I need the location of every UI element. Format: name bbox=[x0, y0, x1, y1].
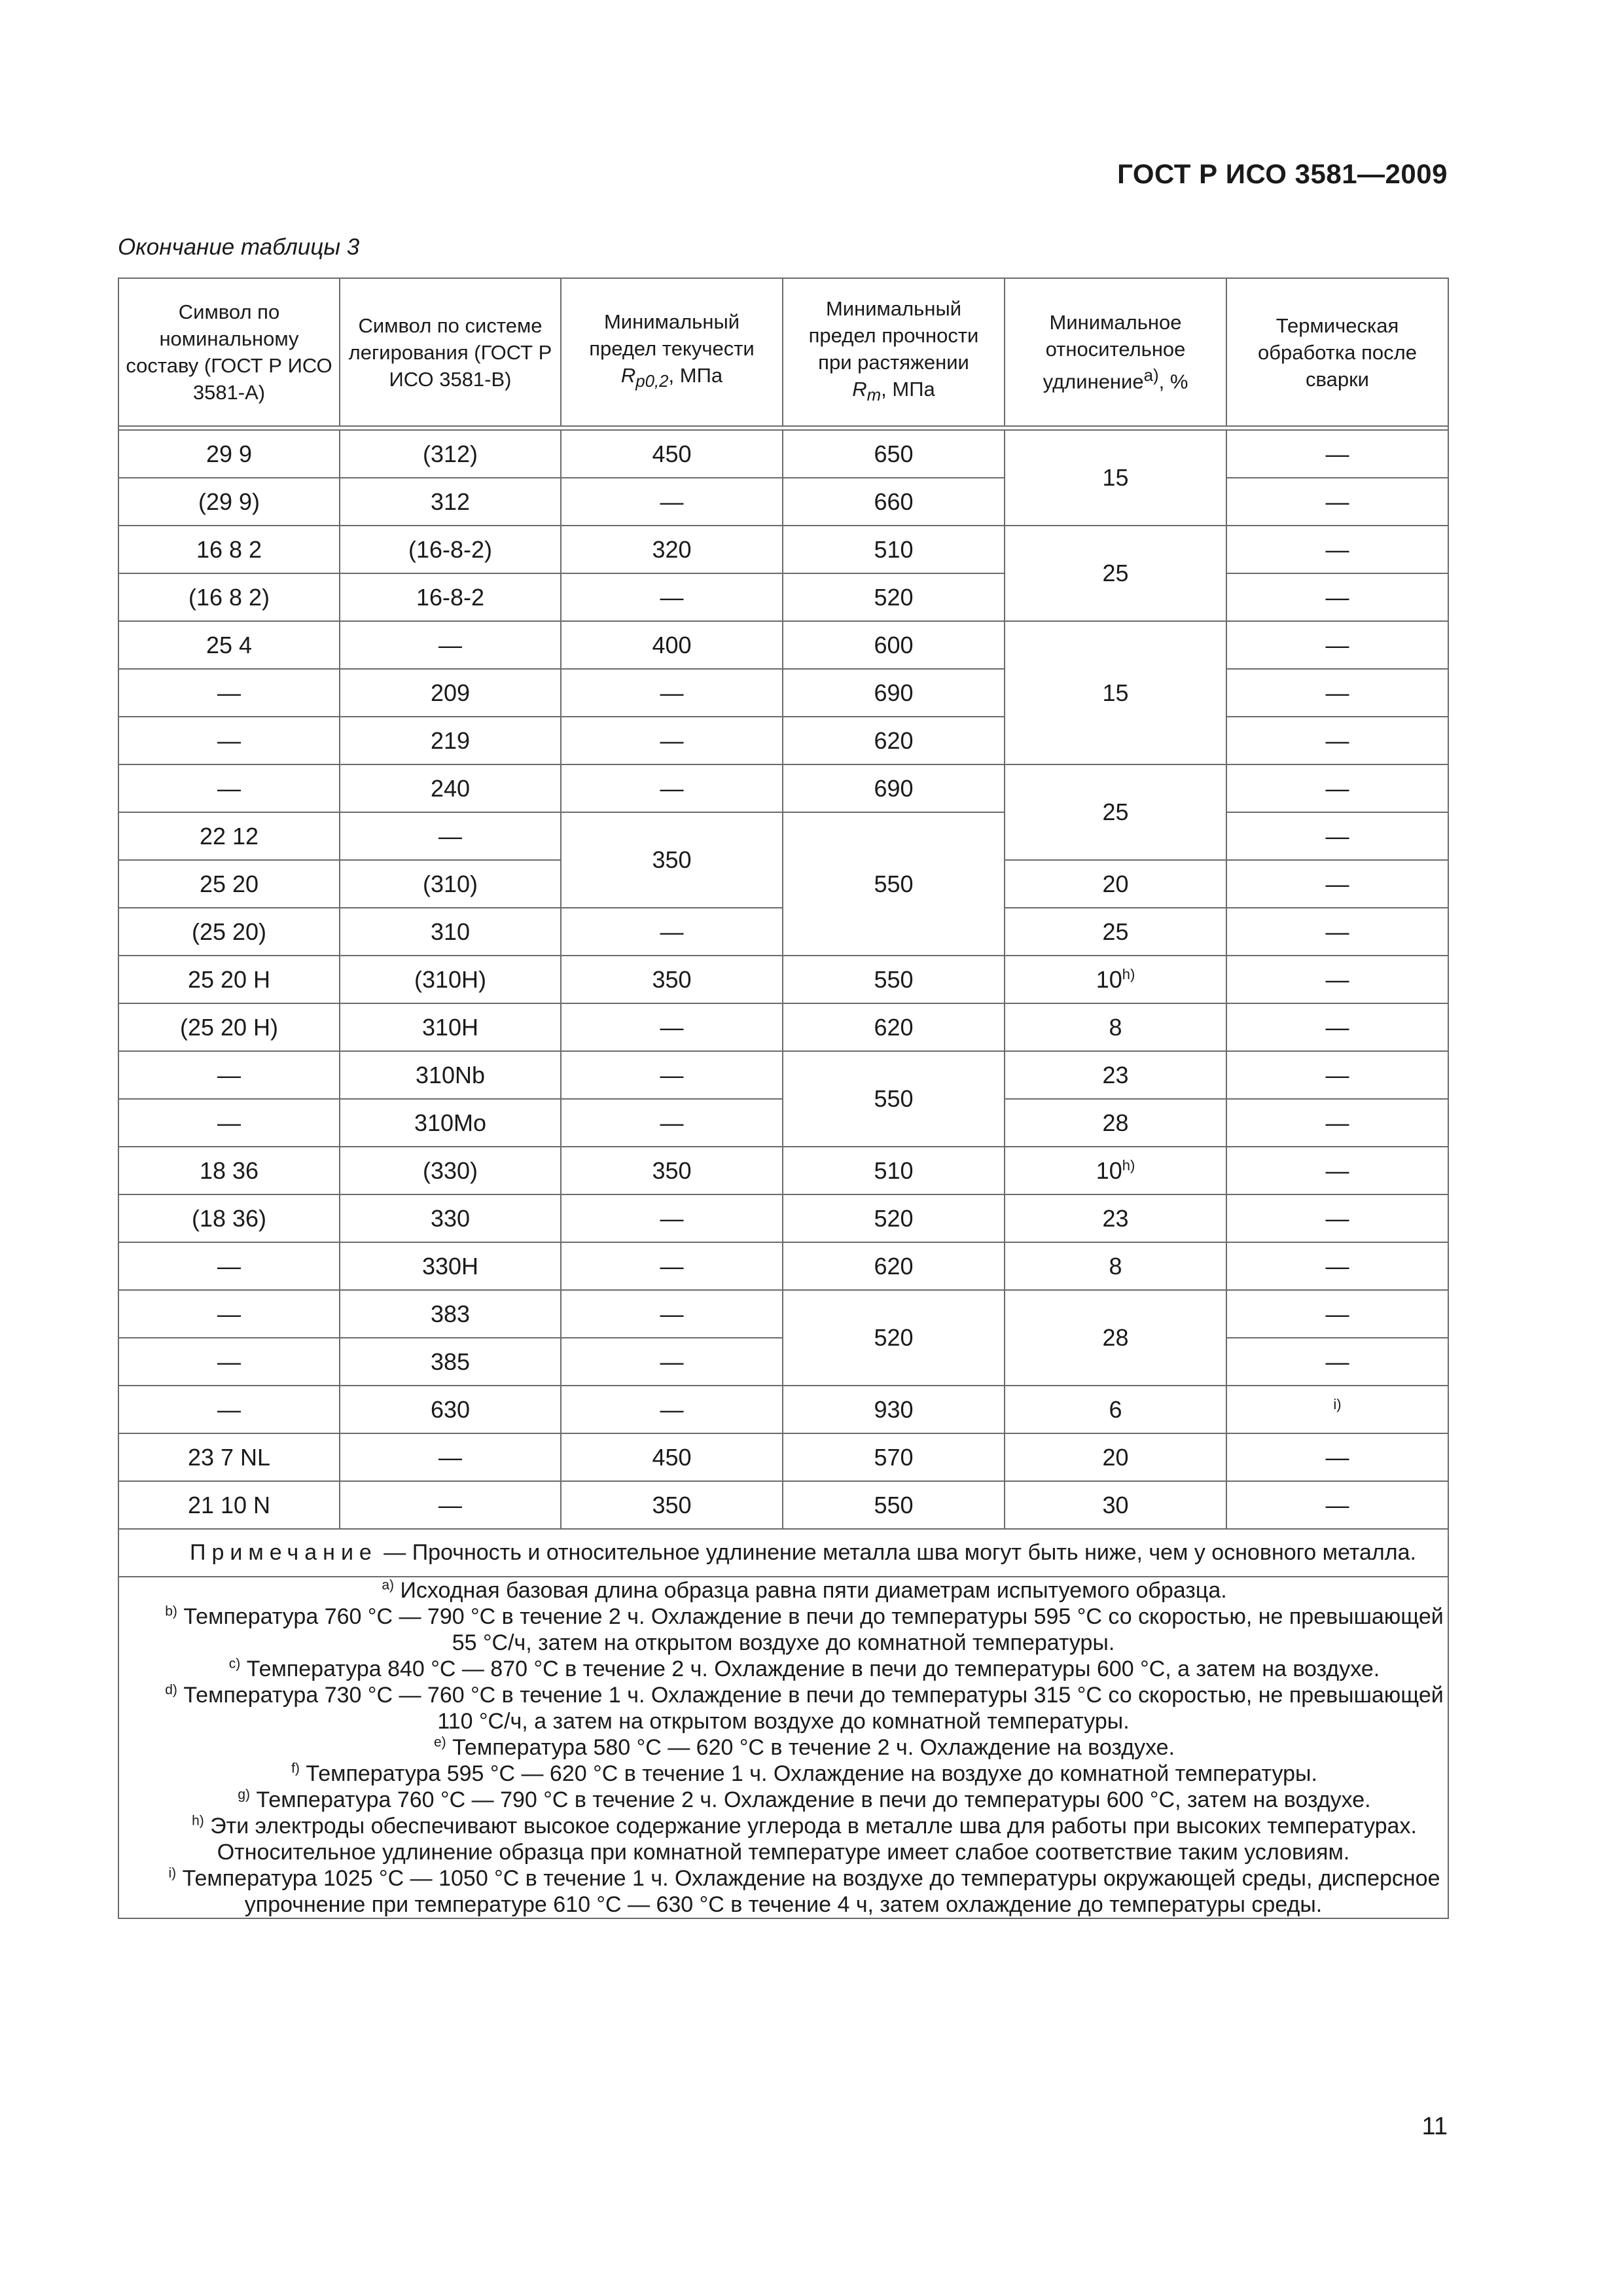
cell: 15 bbox=[1005, 621, 1226, 764]
page-number: 11 bbox=[1421, 2113, 1448, 2140]
col-header-alloy-symbol: Символ по системе легирования (ГОСТ Р ИСО 3581-В) bbox=[340, 278, 561, 426]
cell: 510 bbox=[783, 526, 1005, 573]
table-row bbox=[118, 1242, 1448, 1290]
footnote: $^{e)}$ Температура 580 °С — 620 °С в течение 2 ч. Охлаждение на воздухе. bbox=[433, 1734, 1175, 1760]
cell: — bbox=[1226, 1481, 1448, 1529]
table-row bbox=[118, 669, 1448, 717]
table-row bbox=[118, 1194, 1448, 1242]
cell: — bbox=[1226, 526, 1448, 573]
footnote: $^{h)}$ Эти электроды обеспечивают высокое содержание углерода в металле шва для работы при высоких температурах. Относительное удлинение образца при комнатной температуре имеет слабое соответствие таким условиям. bbox=[192, 1813, 1417, 1865]
cell: — bbox=[1226, 908, 1448, 956]
cell: 310 bbox=[340, 908, 561, 956]
footnote: $^{b)}$ Температура 760 °С — 790 °С в течение 2 ч. Охлаждение в печи до температуры 595 °С со скоростью, не превышающей 55 °С/ч, затем на открытом воздухе до комнатной температуры. bbox=[165, 1604, 1444, 1655]
cell: — bbox=[561, 1338, 783, 1386]
cell: 310H bbox=[340, 1003, 561, 1051]
cell: 510 bbox=[783, 1147, 1005, 1194]
cell: 350 bbox=[561, 1481, 783, 1529]
cell: — bbox=[1226, 669, 1448, 717]
cell: — bbox=[1226, 956, 1448, 1003]
table-row bbox=[118, 1481, 1448, 1529]
cell: (312) bbox=[340, 430, 561, 478]
table-row bbox=[118, 1051, 1448, 1099]
cell: 630 bbox=[340, 1386, 561, 1433]
cell: 25 bbox=[1005, 526, 1226, 621]
cell: 15 bbox=[1005, 430, 1226, 526]
cell: 23 bbox=[1005, 1051, 1226, 1099]
table-row bbox=[118, 1386, 1448, 1433]
cell: — bbox=[561, 1051, 783, 1099]
col-header-tensile-strength: Минимальный предел прочности при растяжении $R_m$, МПа bbox=[783, 278, 1005, 426]
cell: 690 bbox=[783, 764, 1005, 812]
table-row bbox=[118, 621, 1448, 669]
cell: — bbox=[1226, 764, 1448, 812]
cell: — bbox=[1226, 1242, 1448, 1290]
table-row bbox=[118, 478, 1448, 526]
document-code: ГОСТ Р ИСО 3581—2009 bbox=[1117, 158, 1448, 189]
cell: 312 bbox=[340, 478, 561, 526]
cell: 25 20 H bbox=[118, 956, 340, 1003]
cell: — bbox=[561, 908, 783, 956]
cell: — bbox=[118, 1099, 340, 1147]
cell: 310Mo bbox=[340, 1099, 561, 1147]
cell: — bbox=[118, 1386, 340, 1433]
table-row bbox=[118, 1147, 1448, 1194]
cell: (25 20) bbox=[118, 908, 340, 956]
table-row bbox=[118, 573, 1448, 621]
cell: — bbox=[1226, 1290, 1448, 1338]
footnote-ref-h: h) bbox=[1122, 1157, 1135, 1174]
cell: (25 20 H) bbox=[118, 1003, 340, 1051]
cell: — bbox=[340, 1433, 561, 1481]
table-row bbox=[118, 1290, 1448, 1338]
cell: (330) bbox=[340, 1147, 561, 1194]
cell: 620 bbox=[783, 1003, 1005, 1051]
cell: — bbox=[1226, 1147, 1448, 1194]
table-row bbox=[118, 430, 1448, 478]
cell: — bbox=[340, 812, 561, 860]
cell: 29 9 bbox=[118, 430, 340, 478]
table-row bbox=[118, 956, 1448, 1003]
cell: — bbox=[1226, 1433, 1448, 1481]
cell: 330 bbox=[340, 1194, 561, 1242]
cell: 25 20 bbox=[118, 860, 340, 908]
cell bbox=[1226, 1386, 1448, 1433]
cell: 10$^{h)}$ bbox=[1005, 956, 1226, 1003]
cell: — bbox=[1226, 430, 1448, 478]
cell: (310) bbox=[340, 860, 561, 908]
footnote: $^{i)}$ Температура 1025 °С — 1050 °С в течение 1 ч. Охлаждение на воздухе до температуры окружающей среды, дисперсное упрочнение при температуре 610 °С — 630 °С в течение 4 ч, затем охлаждение до температуры среды. bbox=[168, 1865, 1440, 1917]
cell: 22 12 bbox=[118, 812, 340, 860]
cell: 450 bbox=[561, 1433, 783, 1481]
cell: 520 bbox=[783, 1194, 1005, 1242]
cell: 23 bbox=[1005, 1194, 1226, 1242]
cell: — bbox=[118, 1051, 340, 1099]
col-header-elongation: Минимальное относительное удлинение$^{а)}$, % bbox=[1005, 278, 1226, 426]
footnotes-row bbox=[118, 1577, 1448, 1918]
col-header-nominal-symbol: Символ по номинальному составу (ГОСТ Р ИСО 3581-А) bbox=[118, 278, 340, 426]
cell: — bbox=[118, 764, 340, 812]
cell: — bbox=[118, 669, 340, 717]
cell: 310Nb bbox=[340, 1051, 561, 1099]
cell: 28 bbox=[1005, 1099, 1226, 1147]
cell: 690 bbox=[783, 669, 1005, 717]
cell: — bbox=[118, 1338, 340, 1386]
cell: 350 bbox=[561, 812, 783, 908]
cell: 330H bbox=[340, 1242, 561, 1290]
table-row bbox=[118, 1003, 1448, 1051]
footnote: $^{f)}$ Температура 595 °С — 620 °С в течение 1 ч. Охлаждение на воздухе до комнатной температуры. bbox=[291, 1761, 1317, 1786]
footnote-ref-h: h) bbox=[1122, 965, 1135, 982]
cell: — bbox=[561, 717, 783, 764]
cell: 18 36 bbox=[118, 1147, 340, 1194]
cell: — bbox=[1226, 621, 1448, 669]
cell: 450 bbox=[561, 430, 783, 478]
cell: — bbox=[118, 1242, 340, 1290]
cell: 25 4 bbox=[118, 621, 340, 669]
cell: 620 bbox=[783, 717, 1005, 764]
cell: — bbox=[561, 1099, 783, 1147]
cell: 385 bbox=[340, 1338, 561, 1386]
table-row bbox=[118, 526, 1448, 573]
cell: — bbox=[1226, 860, 1448, 908]
cell: 350 bbox=[561, 956, 783, 1003]
cell: 8 bbox=[1005, 1003, 1226, 1051]
col-header-yield-strength: Минимальный предел текучести $R_{p0,2}$, МПа bbox=[561, 278, 783, 426]
cell: — bbox=[1226, 1003, 1448, 1051]
cell: 6 bbox=[1005, 1386, 1226, 1433]
cell: — bbox=[118, 717, 340, 764]
cell: — bbox=[1226, 1338, 1448, 1386]
cell: — bbox=[340, 621, 561, 669]
cell: — bbox=[1226, 717, 1448, 764]
cell: 320 bbox=[561, 526, 783, 573]
cell: 16 8 2 bbox=[118, 526, 340, 573]
cell: 650 bbox=[783, 430, 1005, 478]
cell: — bbox=[118, 1290, 340, 1338]
footnote: $^{g)}$ Температура 760 °С — 790 °С в течение 2 ч. Охлаждение в печи до температуры 600 °С, затем на воздухе. bbox=[238, 1787, 1371, 1812]
note bbox=[118, 1529, 1448, 1577]
cell: — bbox=[561, 1290, 783, 1338]
cell: — bbox=[561, 1386, 783, 1433]
cell: 600 bbox=[783, 621, 1005, 669]
note-row bbox=[118, 1529, 1448, 1577]
cell: 20 bbox=[1005, 860, 1226, 908]
cell: (16 8 2) bbox=[118, 573, 340, 621]
cell: 25 bbox=[1005, 908, 1226, 956]
footnote: $^{d)}$ Температура 730 °С — 760 °С в течение 1 ч. Охлаждение в печи до температуры 315 °С со скоростью, не превышающей 110 °С/ч, а затем на открытом воздухе до комнатной температуры. bbox=[165, 1682, 1444, 1734]
footnotes bbox=[118, 1577, 1448, 1918]
cell: 660 bbox=[783, 478, 1005, 526]
cell: (310H) bbox=[340, 956, 561, 1003]
note-label: Примечание bbox=[190, 1540, 378, 1565]
cell: 240 bbox=[340, 764, 561, 812]
cell: 21 10 N bbox=[118, 1481, 340, 1529]
properties-table bbox=[118, 278, 1449, 1919]
cell: — bbox=[561, 1194, 783, 1242]
cell: — bbox=[561, 478, 783, 526]
cell: 350 bbox=[561, 1147, 783, 1194]
cell: 383 bbox=[340, 1290, 561, 1338]
table-caption: Окончание таблицы 3 bbox=[118, 234, 360, 260]
cell: 400 bbox=[561, 621, 783, 669]
cell: 550 bbox=[783, 812, 1005, 956]
cell: 20 bbox=[1005, 1433, 1226, 1481]
cell: 30 bbox=[1005, 1481, 1226, 1529]
cell: — bbox=[1226, 812, 1448, 860]
cell: — bbox=[561, 764, 783, 812]
cell: — bbox=[561, 1242, 783, 1290]
cell: 16-8-2 bbox=[340, 573, 561, 621]
footnote-ref-i: i) bbox=[1333, 1395, 1342, 1412]
table-row bbox=[118, 764, 1448, 812]
cell: — bbox=[1226, 1194, 1448, 1242]
cell: — bbox=[561, 573, 783, 621]
cell: 550 bbox=[783, 1051, 1005, 1147]
cell: 570 bbox=[783, 1433, 1005, 1481]
cell: 219 bbox=[340, 717, 561, 764]
cell: (16-8-2) bbox=[340, 526, 561, 573]
cell: 25 bbox=[1005, 764, 1226, 860]
cell: 620 bbox=[783, 1242, 1005, 1290]
cell: — bbox=[1226, 1051, 1448, 1099]
cell: 209 bbox=[340, 669, 561, 717]
cell: — bbox=[561, 1003, 783, 1051]
cell: 550 bbox=[783, 1481, 1005, 1529]
table-row bbox=[118, 1433, 1448, 1481]
cell: — bbox=[561, 669, 783, 717]
cell: 930 bbox=[783, 1386, 1005, 1433]
table-header-row bbox=[118, 278, 1448, 426]
col-header-heat-treatment: Термическая обработка после сварки bbox=[1226, 278, 1448, 426]
table-row bbox=[118, 717, 1448, 764]
cell: (29 9) bbox=[118, 478, 340, 526]
note-text: — Прочность и относительное удлинение металла шва могут быть ниже, чем у основного металла. bbox=[377, 1540, 1416, 1565]
cell: 23 7 NL bbox=[118, 1433, 340, 1481]
cell: 8 bbox=[1005, 1242, 1226, 1290]
cell: 28 bbox=[1005, 1290, 1226, 1386]
table-row bbox=[118, 812, 1448, 860]
cell: (18 36) bbox=[118, 1194, 340, 1242]
cell: 550 bbox=[783, 956, 1005, 1003]
footnote: $^{a)}$ Исходная базовая длина образца равна пяти диаметрам испытуемого образца. bbox=[382, 1577, 1227, 1603]
cell: 520 bbox=[783, 1290, 1005, 1386]
cell: — bbox=[1226, 478, 1448, 526]
cell: 10$^{h)}$ bbox=[1005, 1147, 1226, 1194]
footnote: $^{c)}$ Температура 840 °С — 870 °С в течение 2 ч. Охлаждение в печи до температуры 600 °С, а затем на воздухе. bbox=[228, 1656, 1380, 1681]
cell: — bbox=[1226, 1099, 1448, 1147]
cell: — bbox=[1226, 573, 1448, 621]
cell: 520 bbox=[783, 573, 1005, 621]
cell: — bbox=[340, 1481, 561, 1529]
